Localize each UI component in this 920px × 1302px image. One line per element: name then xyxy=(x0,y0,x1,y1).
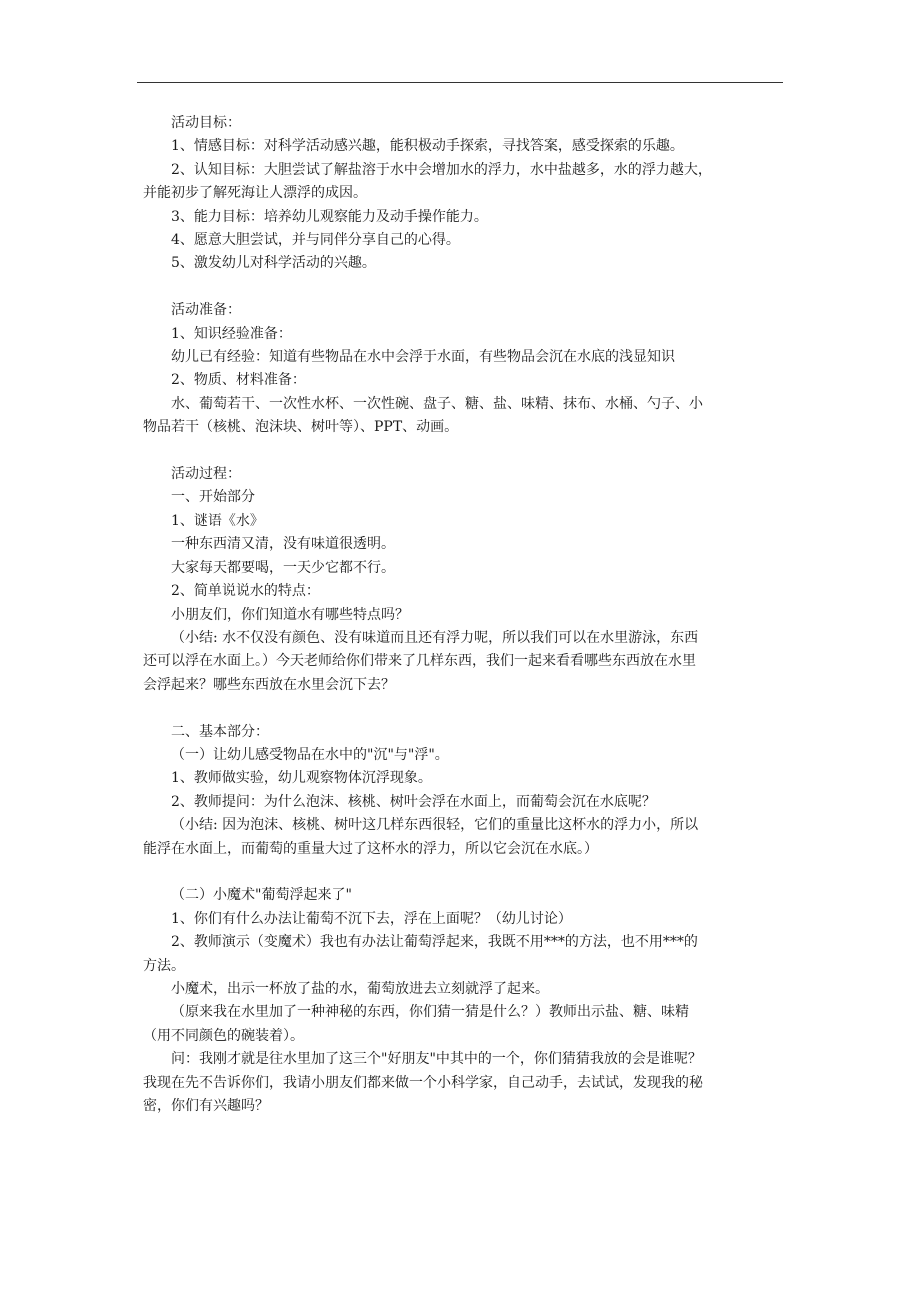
text-line: 水、葡萄若干、一次性水杯、一次性碗、盘子、糖、盐、味精、抹布、水桶、勺子、小 xyxy=(171,395,703,412)
paragraph-gap xyxy=(143,440,791,463)
text-line: 并能初步了解死海让人漂浮的成因。 xyxy=(143,185,367,202)
text-line: 密，你们有兴趣吗？ xyxy=(143,1098,269,1114)
text-line: 1、知识经验准备： xyxy=(171,325,292,342)
text-line: 2、简单说说水的特点： xyxy=(171,583,320,600)
text-line: （一）让幼儿感受物品在水中的"沉"与"浮"。 xyxy=(171,746,449,763)
paragraph-gap xyxy=(143,697,791,720)
document-body xyxy=(143,112,791,1118)
text-line: 2、教师提问：为什么泡沫、核桃、树叶会浮在水面上，而葡萄会沉在水底呢？ xyxy=(171,793,656,810)
text-line: 5、激发幼儿对科学活动的兴趣。 xyxy=(171,255,376,272)
paragraph-gap xyxy=(143,276,791,299)
text-line: 会浮起来？哪些东西放在水里会沉下去？ xyxy=(143,676,395,693)
text-line: 一、开始部分 xyxy=(171,489,255,506)
text-line: 1、谜语《水》 xyxy=(171,512,264,529)
text-line: 能浮在水面上，而葡萄的重量大过了这杯水的浮力，所以它会沉在水底。） xyxy=(143,840,598,857)
text-line: 2、教师演示（变魔术）我也有办法让葡萄浮起来，我既不用***的方法，也不用***的 xyxy=(171,934,698,951)
header-rule xyxy=(137,82,783,83)
text-line: 2、认知目标：大胆尝试了解盐溶于水中会增加水的浮力，水中盐越多，水的浮力越大， xyxy=(171,161,712,178)
text-line: 小朋友们，你们知道水有哪些特点吗？ xyxy=(171,606,409,623)
text-line: （原来我在水里加了一种神秘的东西，你们猜一猜是什么？）教师出示盐、糖、味精 xyxy=(171,1004,689,1021)
text-line: 4、愿意大胆尝试，并与同伴分享自己的心得。 xyxy=(171,232,460,249)
text-line: 还可以浮在水面上。）今天老师给你们带来了几样东西，我们一起来看看哪些东西放在水里 xyxy=(143,653,696,670)
text-line: 活动目标： xyxy=(171,115,241,131)
text-line: 大家每天都要喝，一天少它都不行。 xyxy=(171,559,395,576)
text-line: 我现在先不告诉你们，我请小朋友们都来做一个小科学家，自己动手，去试试，发现我的秘 xyxy=(143,1074,703,1091)
text-line: 幼儿已有经验：知道有些物品在水中会浮于水面，有些物品会沉在水底的浅显知识 xyxy=(171,349,675,366)
text-line: 二、基本部分： xyxy=(171,723,269,740)
text-line: （小结: 水不仅没有颜色、没有味道而且还有浮力呢，所以我们可以在水里游泳，东西 xyxy=(171,629,699,646)
text-line: 1、教师做实验，幼儿观察物体沉浮现象。 xyxy=(171,770,432,787)
text-line: 1、情感目标：对科学活动感兴趣，能积极动手探索，寻找答案，感受探索的乐趣。 xyxy=(171,138,684,155)
text-line: （小结: 因为泡沫、核桃、树叶这几样东西很轻，它们的重量比这杯水的浮力小，所以 xyxy=(171,817,699,834)
text-line: 3、能力目标：培养幼儿观察能力及动手操作能力。 xyxy=(171,208,488,225)
text-line: 活动准备： xyxy=(171,302,241,319)
text-line: 1、你们有什么办法让葡萄不沉下去，浮在上面呢？（幼儿讨论） xyxy=(171,910,572,927)
text-line: 问：我刚才就是往水里加了这三个"好朋友"中其中的一个，你们猜猜我放的会是谁呢？ xyxy=(171,1051,702,1068)
text-line: 小魔术，出示一杯放了盐的水，葡萄放进去立刻就浮了起来。 xyxy=(171,980,549,997)
text-line: （用不同颜色的碗装着）。 xyxy=(143,1027,304,1044)
text-line: （二）小魔术"葡萄浮起来了" xyxy=(171,887,352,904)
text-line: 一种东西清又清，没有味道很透明。 xyxy=(171,536,395,553)
text-line: 活动过程： xyxy=(171,466,241,483)
text-line: 2、物质、材料准备： xyxy=(171,372,306,389)
text-line: 物品若干（核桃、泡沫块、树叶等）、PPT、动画。 xyxy=(143,419,459,436)
text-line: 方法。 xyxy=(143,957,185,974)
paragraph-gap xyxy=(143,861,791,884)
